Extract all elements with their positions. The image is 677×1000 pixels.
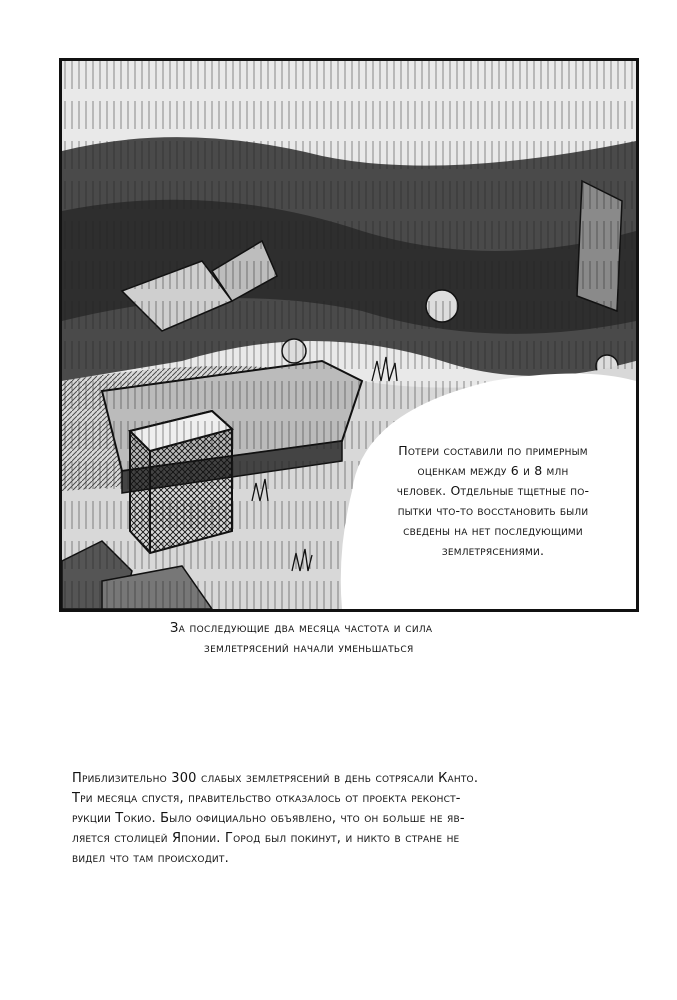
story-paragraph	[72, 769, 632, 869]
narration-line: Потери составили по примерным	[398, 443, 588, 458]
paragraph-line: рукции Токио. Было официально объявлено, что он больше не яв-	[72, 811, 465, 826]
caption-line: За последующие два месяца частота и сила	[170, 621, 433, 636]
narration-line: землетрясениями.	[441, 543, 545, 558]
paragraph-line: видел что там происходит.	[72, 851, 229, 866]
panel-caption	[170, 619, 530, 659]
narration-box	[363, 441, 623, 561]
comic-panel	[59, 58, 639, 612]
caption-line: землетрясений начали уменьшаться	[204, 641, 414, 656]
narration-line: оценкам между 6 и 8 млн	[417, 463, 569, 478]
paragraph-line: Три месяца спустя, правительство отказалось от проекта реконст-	[72, 791, 461, 806]
narration-line: человек. Отдельные тщетные по-	[396, 483, 590, 498]
paragraph-line: Приблизительно 300 слабых землетрясений в день сотрясали Канто.	[72, 771, 479, 786]
narration-line: пытки что-то восстановить были	[397, 503, 589, 518]
narration-line: сведены на нет последующими	[403, 523, 583, 538]
paragraph-line: ляется столицей Японии. Город был покинут, и никто в стране не	[72, 831, 460, 846]
